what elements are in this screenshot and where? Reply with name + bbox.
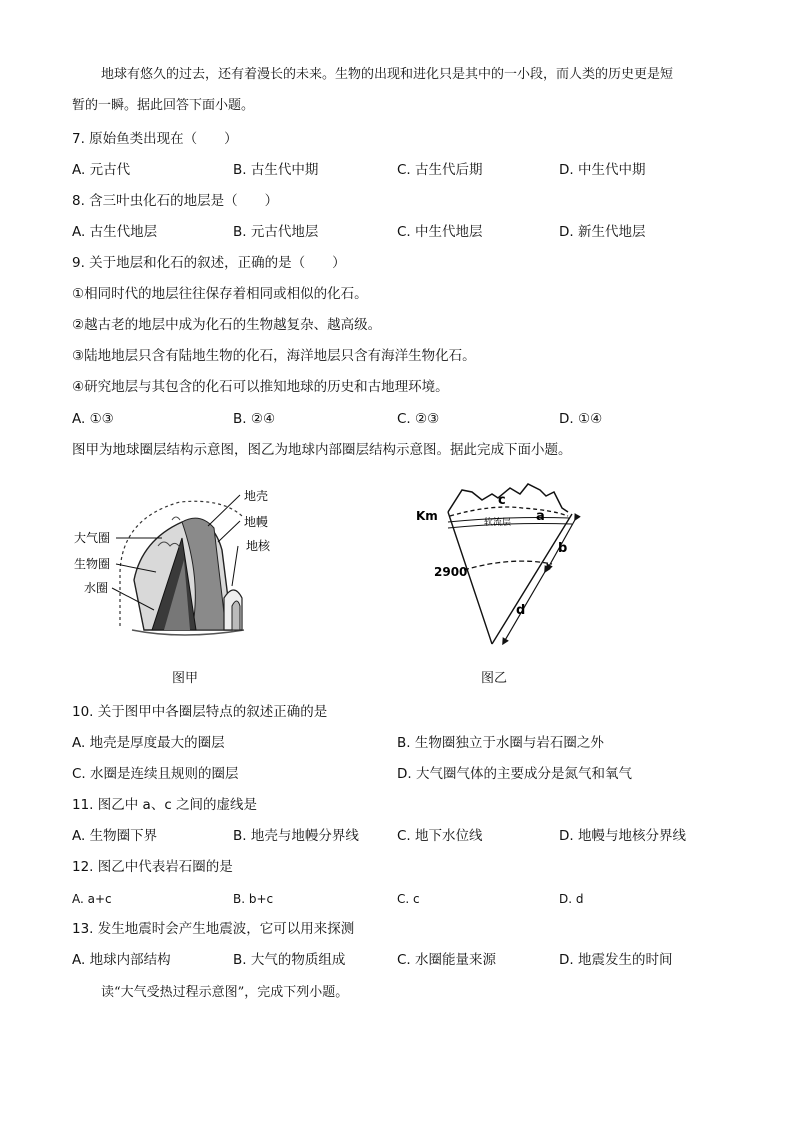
question-9-statement-2: ②越古老的地层中成为化石的生物越复杂、越高级。 (72, 317, 382, 333)
option-c[interactable]: C. 水圈能量来源 (397, 952, 497, 968)
question-11-options (72, 827, 722, 845)
question-9-statement-4: ④研究地层与其包含的化石可以推知地球的历史和古地理环境。 (72, 379, 449, 395)
label-d: d (516, 603, 526, 618)
label-hydrosphere: 水圈 (84, 581, 109, 595)
option-a[interactable]: A. 地球内部结构 (72, 952, 171, 968)
option-d[interactable]: D. 大气圈气体的主要成分是氮气和氧气 (397, 766, 632, 782)
question-13-stem: 13. 发生地震时会产生地震波，它可以用来探测 (72, 921, 355, 937)
label-depth-2900: 2900 (434, 565, 468, 579)
next-section-intro: 读“大气受热过程示意图”，完成下列小题。 (101, 985, 349, 1000)
option-a[interactable]: A. a+c (72, 892, 112, 906)
option-c[interactable]: C. 古生代后期 (397, 162, 483, 178)
option-d[interactable]: D. d (559, 892, 584, 906)
label-mantle: 地幔 (244, 515, 269, 529)
question-10-stem: 10. 关于图甲中各圈层特点的叙述正确的是 (72, 704, 328, 720)
option-a[interactable]: A. ①③ (72, 411, 114, 427)
option-c[interactable]: C. 中生代地层 (397, 224, 483, 240)
label-atmosphere: 大气圈 (74, 531, 111, 545)
figure-jia-earth-spheres (72, 480, 292, 650)
figure-jia-caption: 图甲 (172, 671, 199, 686)
figure-intro: 图甲为地球圈层结构示意图，图乙为地球内部圈层结构示意图。据此完成下面小题。 (72, 442, 572, 458)
option-b[interactable]: B. ②④ (233, 411, 276, 427)
question-9-options (72, 410, 722, 428)
option-b[interactable]: B. b+c (233, 892, 274, 906)
figure-yi-caption: 图乙 (481, 671, 508, 686)
option-a[interactable]: A. 地壳是厚度最大的圈层 (72, 735, 225, 751)
label-c: c (498, 493, 506, 508)
option-b[interactable]: B. 地壳与地幔分界线 (233, 828, 359, 844)
option-d[interactable]: D. 地幔与地核分界线 (559, 828, 686, 844)
question-12-stem: 12. 图乙中代表岩石圈的是 (72, 859, 233, 875)
boundary-dashed-line (450, 507, 568, 516)
question-9-statement-3: ③陆地地层只含有陆地生物的化石，海洋地层只含有海洋生物化石。 (72, 348, 476, 364)
intro-paragraph-line-1: 地球有悠久的过去，还有着漫长的未来。生物的出现和进化只是其中的一小段，而人类的历史更是短 (101, 67, 674, 82)
option-d[interactable]: D. 地震发生的时间 (559, 952, 673, 968)
option-a[interactable]: A. 元古代 (72, 162, 131, 178)
option-b[interactable]: B. 古生代中期 (233, 162, 319, 178)
option-c[interactable]: C. 水圈是连续且规则的圈层 (72, 766, 239, 782)
label-km: Km (416, 509, 438, 523)
option-c[interactable]: C. 地下水位线 (397, 828, 483, 844)
label-core: 地核 (246, 539, 271, 553)
question-8-options (72, 223, 722, 241)
option-d[interactable]: D. 中生代中期 (559, 162, 646, 178)
option-b[interactable]: B. 元古代地层 (233, 224, 319, 240)
label-b: b (558, 541, 568, 556)
option-a[interactable]: A. 古生代地层 (72, 224, 158, 240)
option-d[interactable]: D. ①④ (559, 411, 603, 427)
option-c[interactable]: C. c (397, 892, 420, 906)
option-d[interactable]: D. 新生代地层 (559, 224, 646, 240)
option-c[interactable]: C. ②③ (397, 411, 440, 427)
question-12-options (72, 890, 722, 908)
question-7-stem: 7. 原始鱼类出现在（ ） (72, 131, 238, 147)
surface-relief (448, 484, 568, 512)
question-7-options (72, 161, 722, 179)
question-10-options-row-1 (72, 734, 722, 752)
option-b[interactable]: B. 大气的物质组成 (233, 952, 346, 968)
question-11-stem: 11. 图乙中 a、c 之间的虚线是 (72, 797, 258, 813)
option-a[interactable]: A. 生物圈下界 (72, 828, 158, 844)
figure-yi-earth-interior (412, 478, 612, 650)
question-13-options (72, 951, 722, 969)
label-crust: 地壳 (244, 489, 269, 503)
intro-paragraph-line-2: 暂的一瞬。据此回答下面小题。 (72, 98, 255, 113)
question-9-stem: 9. 关于地层和化石的叙述，正确的是（ ） (72, 255, 346, 271)
option-b[interactable]: B. 生物圈独立于水圈与岩石圈之外 (397, 735, 604, 751)
label-asthenosphere: 软流层 (484, 518, 512, 528)
question-9-statement-1: ①相同时代的地层往往保存着相同或相似的化石。 (72, 286, 368, 302)
label-biosphere: 生物圈 (74, 557, 111, 571)
label-a: a (536, 509, 545, 524)
question-10-options-row-2 (72, 765, 722, 783)
question-8-stem: 8. 含三叶虫化石的地层是（ ） (72, 193, 279, 209)
